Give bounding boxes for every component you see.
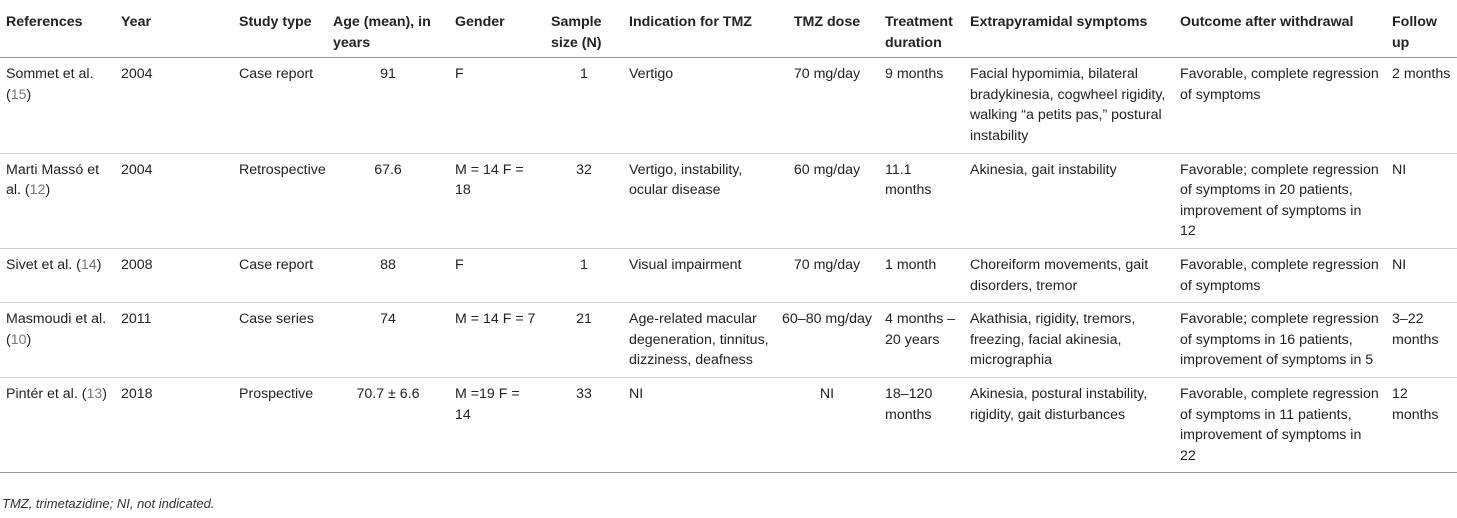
cell-age: 67.6 bbox=[374, 161, 402, 178]
reference-link[interactable]: 15 bbox=[10, 86, 27, 103]
cell-tmz-dose: 70 mg/day bbox=[793, 66, 861, 83]
reference-link[interactable]: 10 bbox=[10, 331, 27, 348]
cell-study-type: Retrospective bbox=[239, 161, 326, 178]
cell-treatment-duration: 11.1 months bbox=[885, 161, 932, 199]
table-row bbox=[0, 303, 1457, 378]
header-gender: Gender bbox=[455, 14, 505, 30]
cell-year: 2018 bbox=[121, 385, 153, 402]
cell-treatment-duration: 18–120 months bbox=[885, 385, 933, 423]
reference-close: ) bbox=[45, 182, 51, 199]
cell-treatment-duration: 9 months bbox=[885, 66, 944, 83]
cell-follow-up: 3–22 months bbox=[1392, 311, 1439, 348]
cell-follow-up: NI bbox=[1392, 161, 1407, 178]
cell-tmz-dose: 70 mg/day bbox=[793, 256, 861, 273]
header-tmz-dose: TMZ dose bbox=[793, 14, 861, 30]
cell-age: 70.7 ± 6.6 bbox=[356, 385, 420, 402]
table-row bbox=[0, 248, 1457, 302]
cell-indication: Age-related macular degeneration, tinnitus, dizziness, deafness bbox=[629, 311, 769, 369]
cell-reference bbox=[0, 58, 115, 153]
reference-author: Marti Massó et al. ( bbox=[6, 161, 100, 199]
cell-follow-up: NI bbox=[1392, 256, 1407, 273]
cell-sample-size: 33 bbox=[576, 385, 592, 402]
table-header bbox=[0, 4, 1457, 58]
cell-treatment-duration: 1 month bbox=[885, 256, 937, 273]
cell-tmz-dose: 60–80 mg/day bbox=[782, 311, 872, 328]
header-treatment-duration: Treatment duration bbox=[885, 14, 953, 51]
cell-year: 2008 bbox=[121, 256, 153, 273]
cell-outcome: Favorable; complete regression of symptoms in 16 patients, improvement of symptoms in 5 bbox=[1180, 311, 1379, 369]
cell-follow-up: 12 months bbox=[1392, 385, 1439, 423]
cell-sample-size: 1 bbox=[580, 66, 588, 83]
cell-reference bbox=[0, 303, 115, 378]
cell-sample-size: 32 bbox=[576, 161, 592, 178]
reference-author: Sommet et al. ( bbox=[6, 66, 94, 103]
reference-close: ) bbox=[102, 385, 107, 402]
cell-age: 74 bbox=[380, 311, 396, 328]
cell-gender: M = 14 F = 18 bbox=[455, 161, 524, 199]
header-extrapyramidal-symptoms: Extrapyramidal symptoms bbox=[970, 14, 1148, 30]
reference-close: ) bbox=[96, 256, 102, 273]
cell-year: 2011 bbox=[121, 311, 152, 328]
cell-age: 91 bbox=[380, 66, 396, 83]
cell-sample-size: 21 bbox=[576, 311, 592, 328]
header-outcome: Outcome after withdrawal bbox=[1180, 14, 1354, 30]
reference-close: ) bbox=[26, 331, 32, 348]
cell-outcome: Favorable, complete regression of symptoms bbox=[1180, 256, 1379, 294]
cell-study-type: Case series bbox=[239, 311, 314, 328]
cell-symptoms: Choreiform movements, gait disorders, tremor bbox=[970, 256, 1149, 294]
table-body bbox=[0, 58, 1457, 473]
header-age: Age (mean), in years bbox=[333, 14, 431, 51]
cell-gender: F bbox=[455, 66, 464, 83]
reference-author: Pintér et al. ( bbox=[6, 385, 87, 402]
table-row bbox=[0, 153, 1457, 248]
cell-treatment-duration: 4 months –20 years bbox=[885, 311, 956, 348]
studies-table bbox=[0, 4, 1457, 473]
reference-author: Masmoudi et al. ( bbox=[6, 311, 107, 348]
table-row bbox=[0, 377, 1457, 472]
cell-reference bbox=[0, 377, 115, 472]
cell-outcome: Favorable, complete regression of symptoms bbox=[1180, 66, 1379, 103]
reference-link[interactable]: 13 bbox=[86, 385, 103, 402]
cell-indication: Vertigo bbox=[629, 66, 674, 83]
cell-indication: Visual impairment bbox=[629, 256, 742, 273]
reference-link[interactable]: 12 bbox=[29, 182, 46, 199]
cell-study-type: Case report bbox=[239, 256, 314, 273]
cell-symptoms: Akinesia, postural instability, rigidity, gait disturbances bbox=[970, 385, 1148, 423]
cell-symptoms: Akathisia, rigidity, tremors, freezing, facial akinesia, micrographia bbox=[970, 311, 1136, 369]
header-indication: Indication for TMZ bbox=[629, 14, 752, 30]
cell-reference bbox=[0, 248, 115, 302]
cell-outcome: Favorable; complete regression of symptoms in 20 patients, improvement of symptoms in 12 bbox=[1180, 161, 1379, 240]
cell-follow-up: 2 months bbox=[1392, 66, 1451, 83]
cell-symptoms: Facial hypomimia, bilateral bradykinesia, cogwheel rigidity, walking “a petits pas,” postural instability bbox=[970, 66, 1166, 144]
reference-link[interactable]: 14 bbox=[80, 256, 97, 273]
cell-outcome: Favorable, complete regression of symptoms in 11 patients, improvement of symptoms in 22 bbox=[1180, 385, 1379, 464]
header-year: Year bbox=[121, 14, 151, 30]
cell-reference bbox=[0, 153, 115, 248]
cell-gender: F bbox=[455, 256, 464, 273]
reference-close: ) bbox=[26, 86, 32, 103]
cell-age: 88 bbox=[380, 256, 396, 273]
cell-year: 2004 bbox=[121, 161, 153, 178]
cell-symptoms: Akinesia, gait instability bbox=[970, 161, 1117, 178]
header-sample-size: Sample size (N) bbox=[551, 14, 602, 51]
cell-gender: M = 14 F = 7 bbox=[455, 311, 536, 328]
cell-study-type: Case report bbox=[239, 66, 314, 83]
reference-author: Sivet et al. ( bbox=[6, 256, 81, 273]
cell-year: 2004 bbox=[121, 66, 153, 83]
cell-tmz-dose: 60 mg/day bbox=[793, 161, 861, 178]
cell-gender: M =19 F = 14 bbox=[455, 385, 520, 423]
table-footnote: TMZ, trimetazidine; NI, not indicated. bbox=[2, 496, 215, 511]
cell-sample-size: 1 bbox=[580, 256, 588, 273]
cell-tmz-dose: NI bbox=[819, 385, 835, 402]
cell-indication: Vertigo, instability, ocular disease bbox=[629, 161, 743, 199]
header-study-type: Study type bbox=[239, 14, 312, 30]
cell-indication: NI bbox=[629, 385, 644, 402]
table-row bbox=[0, 58, 1457, 153]
header-references: References bbox=[6, 14, 83, 30]
header-follow-up: Follow up bbox=[1392, 14, 1437, 51]
cell-study-type: Prospective bbox=[239, 385, 314, 402]
